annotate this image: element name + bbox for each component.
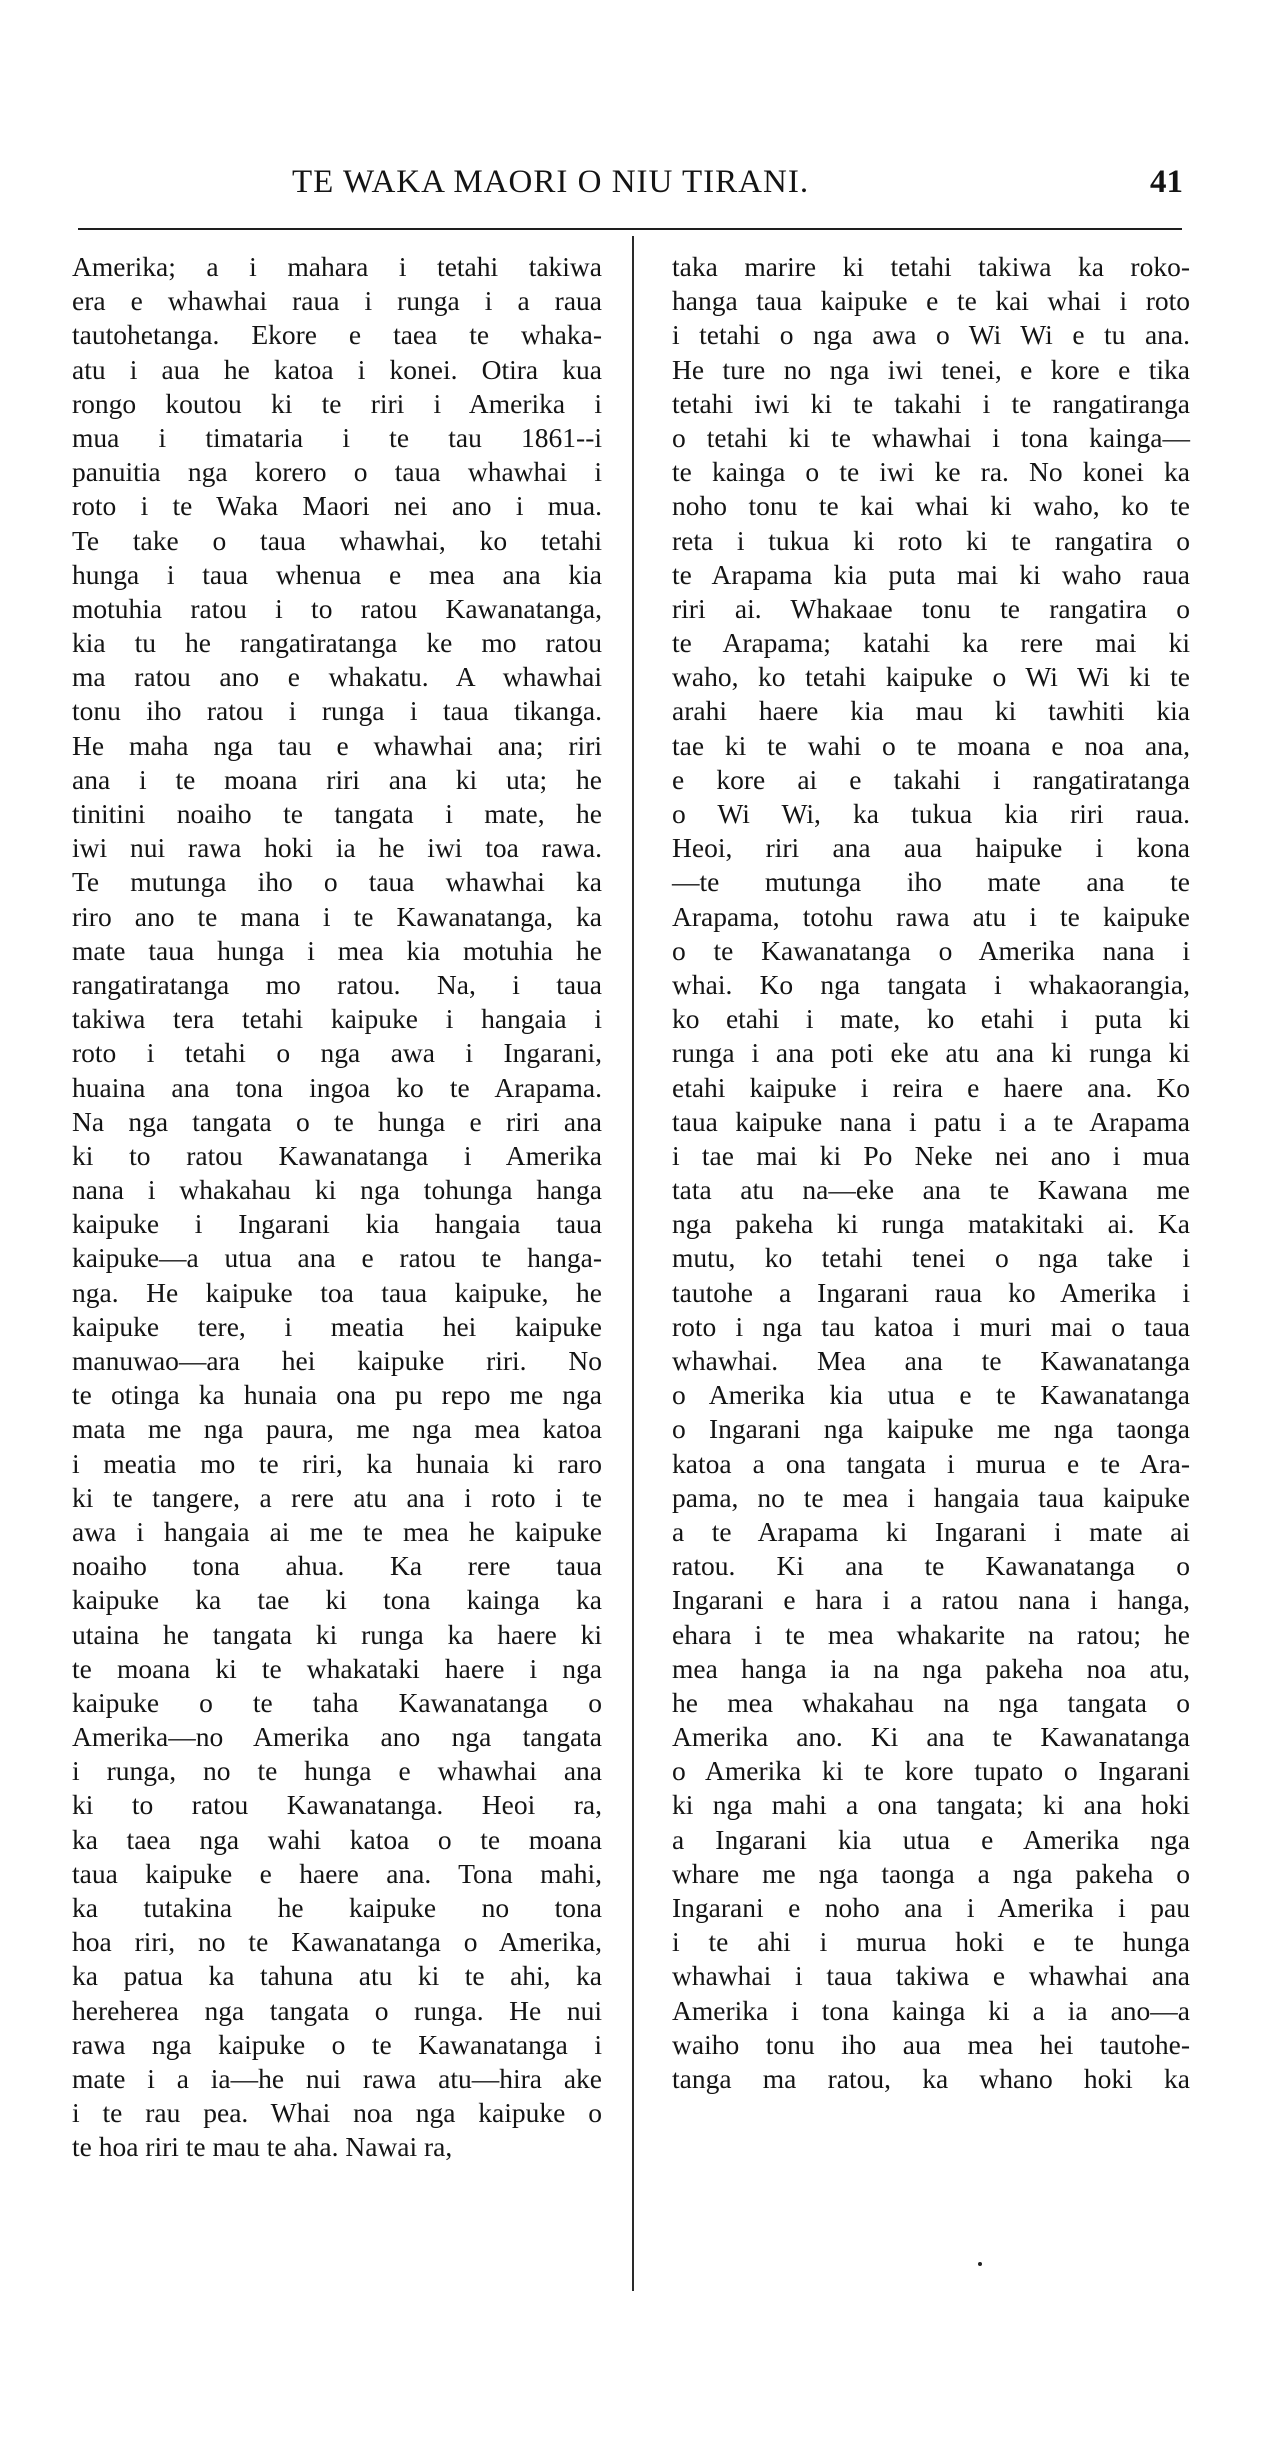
text-line: hoa riri, no te Kawanatanga o Amerika, [72,1926,602,1958]
text-line: a te Arapama ki Ingarani i mate ai [672,1515,1190,1547]
text-line: o Wi Wi, ka tukua kia riri raua. [672,798,1190,829]
text-line: hunga i taua whenua e mea ana kia [72,558,602,590]
text-line: Ingarani e noho ana i Amerika i pau [672,1892,1190,1923]
text-line: ki to ratou Kawanatanga i Amerika [72,1139,602,1171]
text-line: utaina he tangata ki runga ka haere ki [72,1618,602,1650]
text-line: Ingarani e hara i a ratou nana i hanga, [672,1584,1190,1616]
page-number: 41 [1150,164,1183,200]
text-line: iwi nui rawa hoki ia he iwi toa rawa. [72,832,602,864]
text-line: Te take o taua whawhai, ko tetahi [72,524,602,556]
text-line: tonu iho ratou i runga i taua tikanga. [72,695,602,727]
left-column [72,250,602,2165]
text-line: tata atu na—eke ana te Kawana me [672,1174,1190,1206]
text-line: Arapama, totohu rawa atu i te kaipuke [672,900,1190,932]
text-line: He maha nga tau e whawhai ana; riri [72,729,602,761]
text-line: takiwa tera tetahi kaipuke i hangaia i [72,1003,602,1035]
text-line: o tetahi ki te whawhai i tona kainga— [672,421,1190,453]
text-line: Amerika; a i mahara i tetahi takiwa [72,251,602,282]
text-line: a Ingarani kia utua e Amerika nga [672,1823,1190,1855]
text-line: i meatia mo te riri, ka hunaia ki raro [72,1447,602,1479]
text-line: taua kaipuke e haere ana. Tona mahi, [72,1857,602,1889]
text-line: nana i whakahau ki nga tohunga hanga [72,1174,602,1206]
text-line: He ture no nga iwi tenei, e kore e tika [672,353,1190,385]
text-line: Te mutunga iho o taua whawhai ka [72,866,602,898]
text-line: i te ahi i murua hoki e te hunga [672,1926,1190,1958]
text-line: taka marire ki tetahi takiwa ka roko- [672,251,1190,282]
text-line: tinitini noaiho te tangata i mate, he [72,798,602,829]
text-line: atu i aua he katoa i konei. Otira kua [72,353,602,385]
text-line: ana i te moana riri ana ki uta; he [72,763,602,795]
text-line: ki to ratou Kawanatanga. Heoi ra, [72,1789,602,1821]
text-line: tanga ma ratou, ka whano hoki ka [672,2062,1190,2094]
text-line: rangatiratanga mo ratou. Na, i taua [72,968,602,1000]
text-line: o Amerika kia utua e te Kawanatanga [672,1379,1190,1411]
text-line: ka taea nga wahi katoa o te moana [72,1823,602,1855]
text-line: te hoa riri te mau te aha. Nawai ra, [72,2131,453,2163]
text-line: kaipuke i Ingarani kia hangaia taua [72,1208,602,1240]
text-line: roto i te Waka Maori nei ano i mua. [72,490,602,522]
text-line: te otinga ka hunaia ona pu repo me nga [72,1379,602,1411]
text-line: waho, ko tetahi kaipuke o Wi Wi ki te [672,661,1190,693]
text-line: ka tutakina he kaipuke no tona [72,1892,602,1923]
text-line: Amerika i tona kainga ki a ia ano—a [672,1994,1190,2026]
text-line: o Amerika ki te kore tupato o Ingarani [672,1755,1190,1787]
text-line: waiho tonu iho aua mea hei tautohe- [672,2028,1190,2060]
text-line: ki te tangere, a rere atu ana i roto i te [72,1481,602,1513]
text-line: ratou. Ki ana te Kawanatanga o [672,1550,1190,1582]
text-line: mea hanga ia na nga pakeha noa atu, [672,1652,1190,1684]
text-line: whawhai. Mea ana te Kawanatanga [672,1345,1190,1376]
text-line: panuitia nga korero o taua whawhai i [72,456,602,488]
header-rule [78,228,1182,230]
text-line: mua i timataria i te tau 1861--i [72,421,602,453]
text-line: te Arapama; katahi ka rere mai ki [672,627,1190,659]
text-line: i te rau pea. Whai noa nga kaipuke o [72,2097,602,2129]
text-line: arahi haere kia mau ki tawhiti kia [672,695,1190,727]
text-line: manuwao—ara hei kaipuke riri. No [72,1345,602,1376]
text-line: riri ai. Whakaae tonu te rangatira o [672,592,1190,624]
text-line: pama, no te mea i hangaia taua kaipuke [672,1481,1190,1513]
text-line: era e whawhai raua i runga i a raua [72,285,602,317]
text-line: o te Kawanatanga o Amerika nana i [672,934,1190,966]
text-line: i tae mai ki Po Neke nei ano i mua [672,1139,1190,1171]
text-line: whai. Ko nga tangata i whakaorangia, [672,968,1190,1000]
text-line: mate i a ia—he nui rawa atu—hira ake [72,2062,602,2094]
text-line: noho tonu te kai whai ki waho, ko te [672,490,1190,522]
text-line: mata me nga paura, me nga mea katoa [72,1413,602,1445]
text-line: nga pakeha ki runga matakitaki ai. Ka [672,1208,1190,1240]
publication-title: TE WAKA MAORI O NIU TIRANI. [292,164,810,200]
text-line: Amerika ano. Ki ana te Kawanatanga [672,1721,1190,1753]
text-line: mate taua hunga i mea kia motuhia he [72,934,602,966]
text-line: —te mutunga iho mate ana te [672,866,1190,898]
text-line: tautohetanga. Ekore e taea te whaka- [72,319,602,351]
text-line: etahi kaipuke i reira e haere ana. Ko [672,1071,1190,1103]
text-line: ehara i te mea whakarite na ratou; he [672,1618,1190,1650]
text-line: whare me nga taonga a nga pakeha o [672,1857,1190,1889]
text-line: roto i tetahi o nga awa i Ingarani, [72,1037,602,1069]
text-line: e kore ai e takahi i rangatiratanga [672,763,1190,795]
text-line: riro ano te mana i te Kawanatanga, ka [72,900,602,932]
text-line: tae ki te wahi o te moana e noa ana, [672,729,1190,761]
text-line: ka patua ka tahuna atu ki te ahi, ka [72,1960,602,1992]
text-line: Na nga tangata o te hunga e riri ana [72,1105,602,1137]
text-line: o Ingarani nga kaipuke me nga taonga [672,1413,1190,1445]
text-line: kia tu he rangatiratanga ke mo ratou [72,627,602,659]
text-line: hereherea nga tangata o runga. He nui [72,1994,602,2026]
text-line: he mea whakahau na nga tangata o [672,1686,1190,1718]
text-line: nga. He kaipuke toa taua kaipuke, he [72,1276,602,1308]
text-line: kaipuke ka tae ki tona kainga ka [72,1584,602,1616]
text-line: tautohe a Ingarani raua ko Amerika i [672,1276,1190,1308]
text-line: rawa nga kaipuke o te Kawanatanga i [72,2028,602,2060]
right-column [672,250,1190,2096]
text-line: i runga, no te hunga e whawhai ana [72,1755,602,1787]
text-line: kaipuke o te taha Kawanatanga o [72,1686,602,1718]
text-line: mutu, ko tetahi tenei o nga take i [672,1242,1190,1274]
text-line: tetahi iwi ki te takahi i te rangatiranga [672,387,1190,419]
text-line: te Arapama kia puta mai ki waho raua [672,558,1190,590]
stray-ink-dot [978,2262,982,2266]
text-line: Amerika—no Amerika ano nga tangata [72,1721,602,1753]
text-line: awa i hangaia ai me te mea he kaipuke [72,1515,602,1547]
text-line: i tetahi o nga awa o Wi Wi e tu ana. [672,319,1190,351]
text-line: te moana ki te whakataki haere i nga [72,1652,602,1684]
text-line: noaiho tona ahua. Ka rere taua [72,1550,602,1582]
text-line: huaina ana tona ingoa ko te Arapama. [72,1071,602,1103]
text-line: rongo koutou ki te riri i Amerika i [72,387,602,419]
text-line: te kainga o te iwi ke ra. No konei ka [672,456,1190,488]
text-line: hanga taua kaipuke e te kai whai i roto [672,285,1190,317]
text-line: ki nga mahi a ona tangata; ki ana hoki [672,1789,1190,1821]
text-line: roto i nga tau katoa i muri mai o taua [672,1310,1190,1342]
text-line: ma ratou ano e whakatu. A whawhai [72,661,602,693]
text-line: runga i ana poti eke atu ana ki runga ki [672,1037,1190,1069]
text-line: reta i tukua ki roto ki te rangatira o [672,524,1190,556]
running-head [0,164,1280,208]
text-line: whawhai i taua takiwa e whawhai ana [672,1960,1190,1992]
text-line: kaipuke—a utua ana e ratou te hanga- [72,1242,602,1274]
text-line: Heoi, riri ana aua haipuke i kona [672,832,1190,864]
column-divider [632,236,634,2291]
text-line: katoa a ona tangata i murua e te Ara- [672,1447,1190,1479]
text-line: taua kaipuke nana i patu i a te Arapama [672,1105,1190,1137]
text-line: motuhia ratou i to ratou Kawanatanga, [72,592,602,624]
text-line: ko etahi i mate, ko etahi i puta ki [672,1003,1190,1035]
text-line: kaipuke tere, i meatia hei kaipuke [72,1310,602,1342]
